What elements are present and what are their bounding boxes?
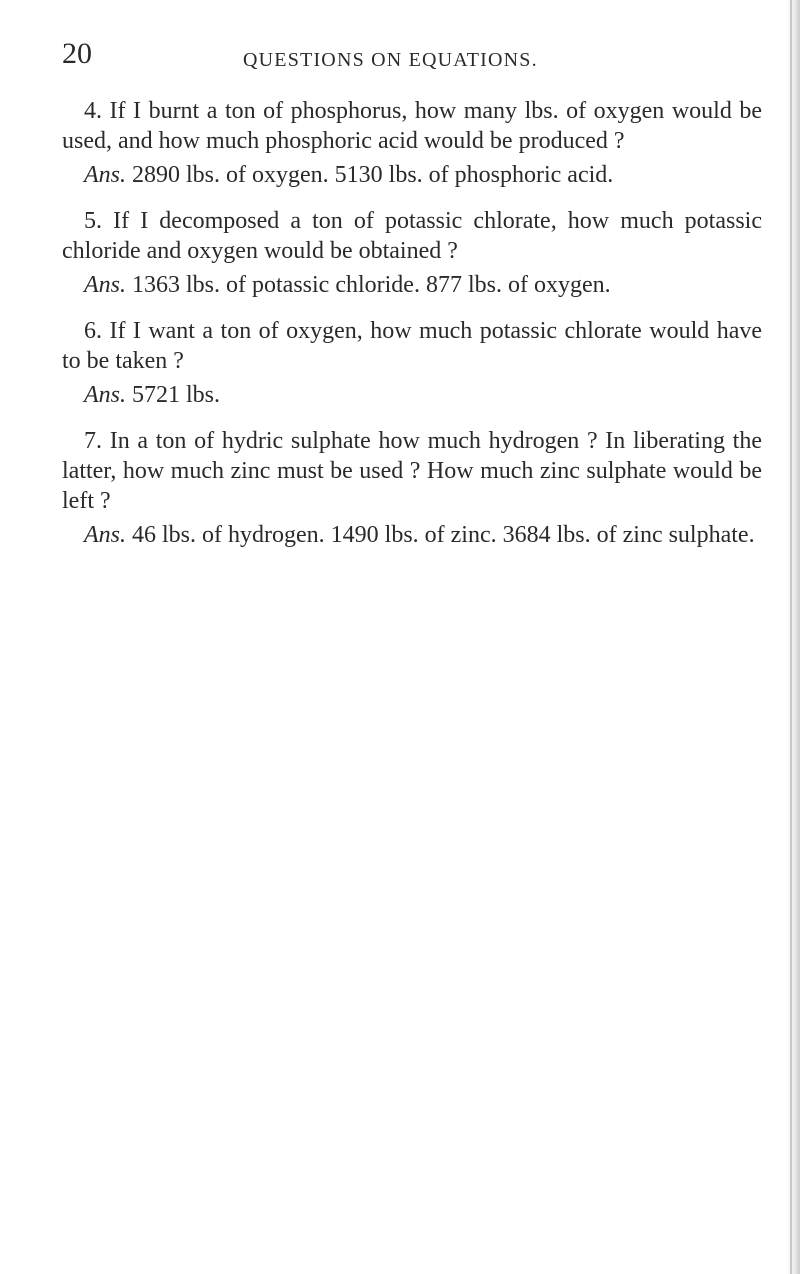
answer-7 (62, 520, 762, 550)
answer-label: Ans. (84, 522, 126, 548)
page-header (62, 36, 762, 76)
paragraph-gap (62, 300, 762, 316)
question-7: 7. In a ton of hydric sulphate how much hydrogen ? In liberating the latter, how much zinc must be used ? How much zinc sulphate would be left ? (62, 428, 762, 514)
answer-4 (62, 160, 762, 190)
answer-label: Ans. (84, 382, 126, 408)
paragraph-gap (62, 410, 762, 426)
answer-6 (62, 380, 762, 410)
answer-label: Ans. (84, 162, 126, 188)
running-head: QUESTIONS ON EQUATIONS. (243, 49, 538, 71)
question-4: 4. If I burnt a ton of phosphorus, how many lbs. of oxygen would be used, and how much phosphoric acid would be produced ? (62, 98, 762, 154)
answer-text: 46 lbs. of hydrogen. 1490 lbs. of zinc. 3684 lbs. of zinc sulphate. (126, 522, 755, 548)
answer-text: 1363 lbs. of potassic chloride. 877 lbs. of oxygen. (126, 272, 611, 298)
answer-5 (62, 270, 762, 300)
page-edge-shadow (786, 0, 800, 1274)
question-6: 6. If I want a ton of oxygen, how much potassic chlorate would have to be taken ? (62, 318, 762, 374)
page-number: 20 (62, 37, 92, 70)
question-5: 5. If I decomposed a ton of potassic chlorate, how much potassic chloride and oxygen would be obtained ? (62, 208, 762, 264)
paragraph-gap (62, 190, 762, 206)
page-body (62, 96, 762, 550)
answer-label: Ans. (84, 272, 126, 298)
answer-text: 2890 lbs. of oxygen. 5130 lbs. of phosphoric acid. (126, 162, 614, 188)
page-edge-line (790, 0, 792, 1274)
answer-text: 5721 lbs. (126, 382, 221, 408)
